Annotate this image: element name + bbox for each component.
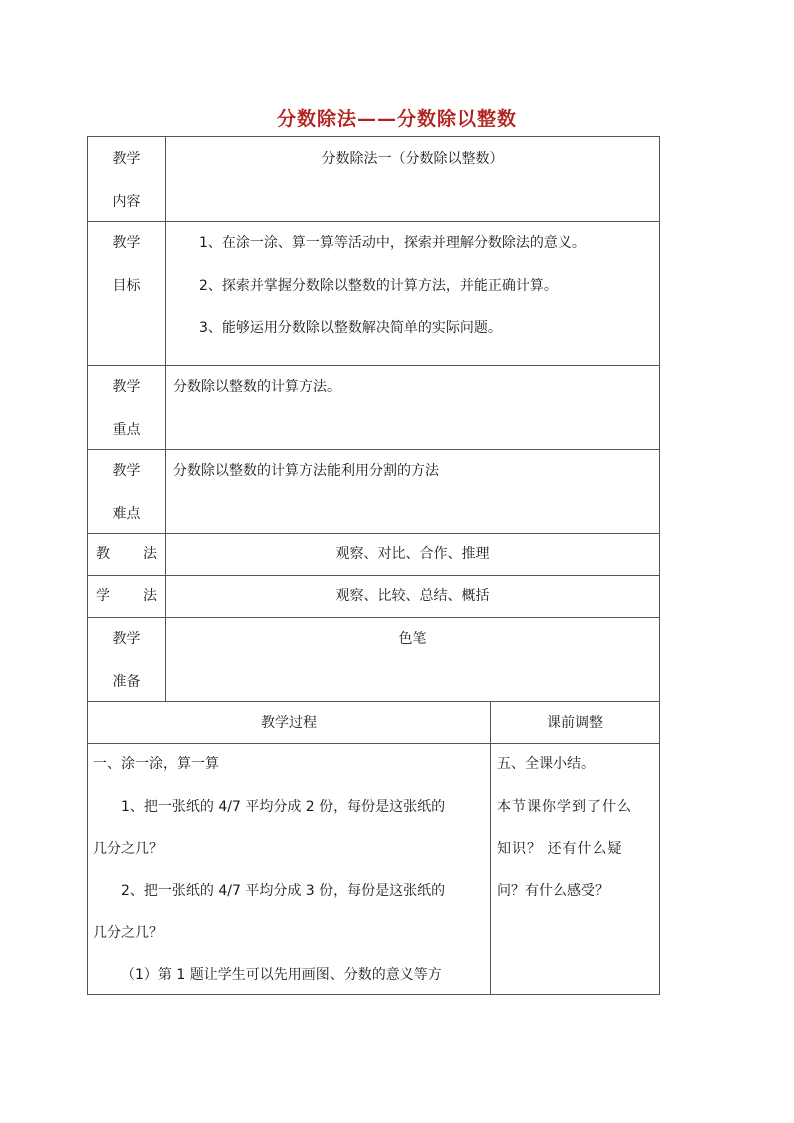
process-line: 1、把一张纸的 4/7 平均分成 2 份，每份是这张纸的 — [121, 799, 446, 815]
preparation-label-line1: 教学 — [112, 631, 141, 647]
goals-label-line2: 目标 — [112, 278, 141, 294]
learning-method-label-b: 法 — [143, 588, 157, 604]
goals-label-line1: 教学 — [112, 235, 141, 251]
key-points-value: 分数除以整数的计算方法。 — [173, 379, 341, 395]
row-divider — [88, 617, 659, 618]
process-line: 2、把一张纸的 4/7 平均分成 3 份，每份是这张纸的 — [121, 883, 446, 899]
content-label-line1: 教学 — [112, 151, 141, 167]
adjust-column-divider — [490, 701, 491, 995]
teaching-method-label-b: 法 — [143, 546, 157, 562]
row-divider — [88, 449, 659, 450]
process-line: 一、涂一涂，算一算 — [93, 756, 219, 772]
key-points-label-line1: 教学 — [112, 379, 141, 395]
label-column-divider — [165, 137, 166, 701]
row-divider — [88, 743, 659, 744]
adjust-header: 课前调整 — [547, 715, 603, 731]
content-value: 分数除法一（分数除以整数） — [321, 151, 504, 167]
preparation-label-line2: 准备 — [112, 674, 141, 690]
adjust-line: 知识？ 还有什么疑 — [497, 841, 623, 857]
difficulties-label-line1: 教学 — [112, 463, 141, 479]
row-divider — [88, 365, 659, 366]
process-header: 教学过程 — [261, 715, 317, 731]
adjust-line: 问？有什么感受？ — [497, 883, 609, 899]
row-divider — [88, 221, 659, 222]
adjust-line: 本节课你学到了什么 — [497, 799, 632, 815]
learning-method-label-a: 学 — [96, 588, 110, 604]
process-line: 几分之几？ — [93, 925, 163, 941]
row-divider — [88, 575, 659, 576]
row-divider — [88, 533, 659, 534]
page-title: 分数除法——分数除以整数 — [276, 108, 517, 130]
teaching-method-value: 观察、对比、合作、推理 — [335, 546, 490, 562]
difficulties-value: 分数除以整数的计算方法能利用分割的方法 — [173, 463, 439, 479]
goal-item: 2、探索并掌握分数除以整数的计算方法，并能正确计算。 — [199, 278, 558, 294]
adjust-line: 五、全课小结。 — [497, 756, 595, 772]
goal-item: 1、在涂一涂、算一算等活动中，探索并理解分数除法的意义。 — [199, 235, 586, 251]
row-divider — [88, 701, 659, 702]
process-line: 几分之几？ — [93, 841, 163, 857]
goal-item: 3、能够运用分数除以整数解决简单的实际问题。 — [199, 320, 502, 336]
key-points-label-line2: 重点 — [112, 422, 141, 438]
teaching-method-label-a: 教 — [96, 546, 110, 562]
preparation-value: 色笔 — [398, 631, 427, 647]
difficulties-label-line2: 难点 — [112, 506, 141, 522]
lesson-plan-table — [87, 136, 660, 995]
process-line: （1）第 1 题让学生可以先用画图、分数的意义等方 — [121, 967, 442, 983]
content-label-line2: 内容 — [112, 194, 141, 210]
learning-method-value: 观察、比较、总结、概括 — [335, 588, 490, 604]
